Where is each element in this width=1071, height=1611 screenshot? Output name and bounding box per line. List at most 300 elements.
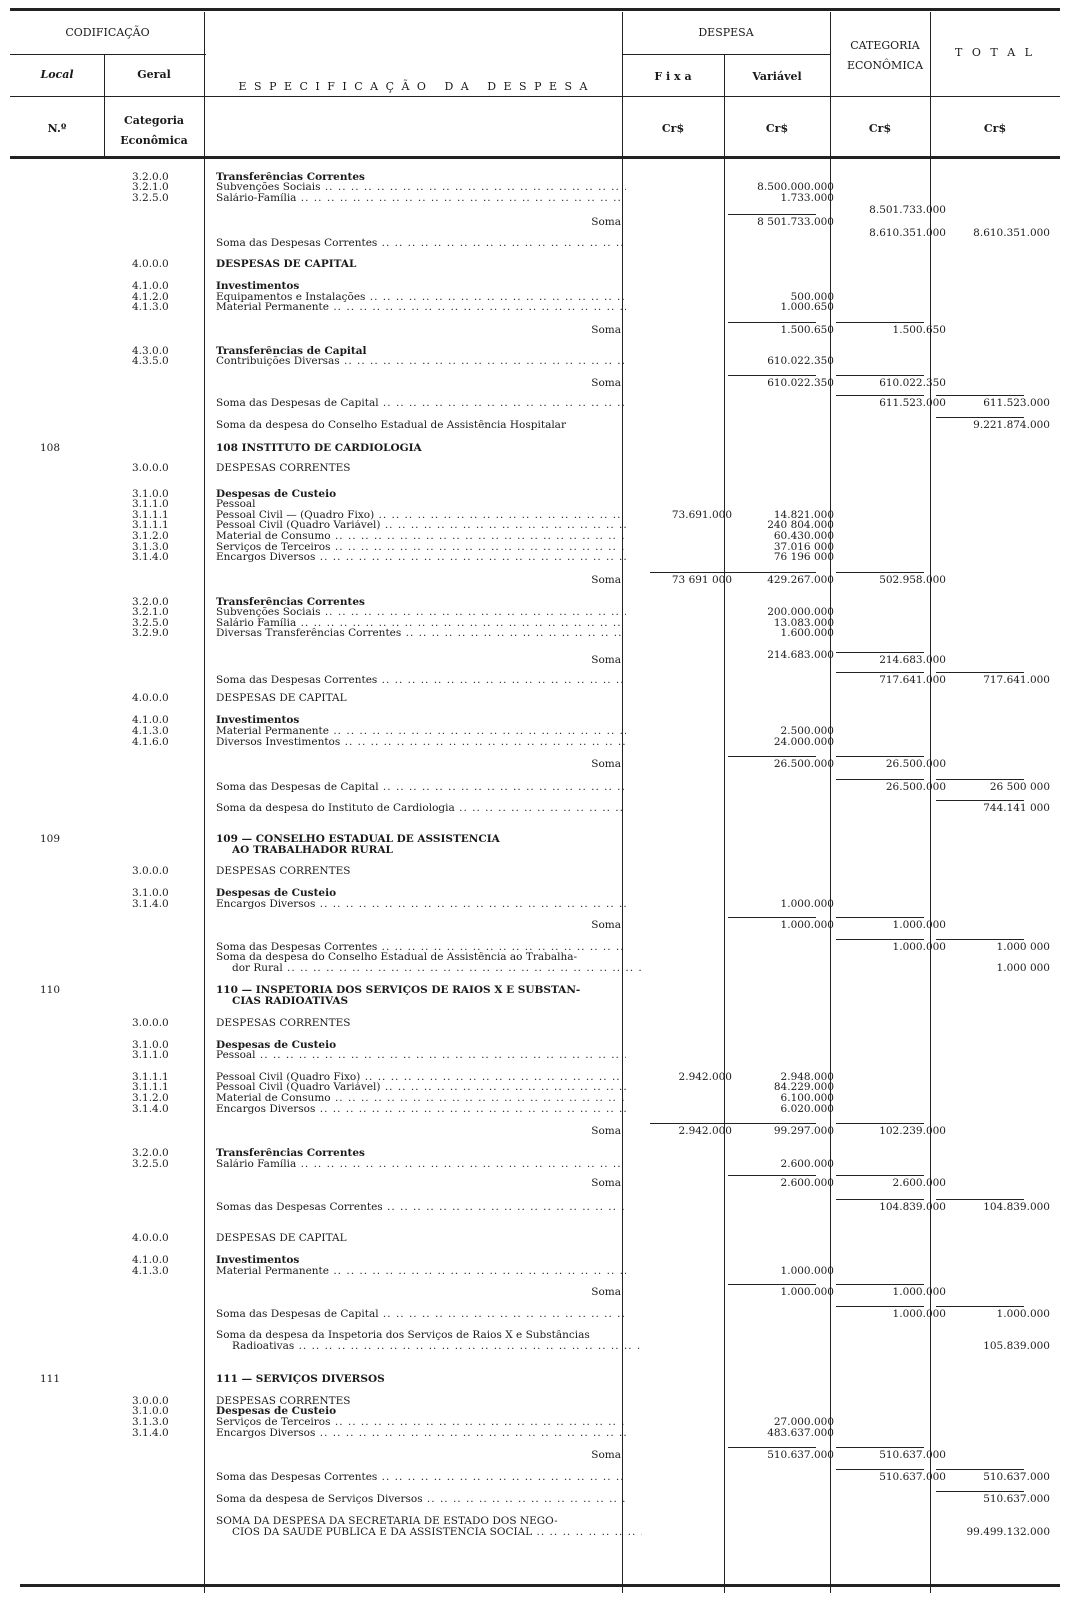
header-rule-3	[10, 96, 1060, 97]
sum-rule	[936, 1199, 1024, 1200]
table-row	[0, 1126, 1071, 1137]
variable-expense-value: 483.637.000	[767, 1427, 834, 1439]
expense-description: DESPESAS CORRENTES	[216, 866, 351, 877]
expense-description: Material de Consumo .. ..	[216, 1093, 626, 1104]
header-currency-var: Cr$	[765, 122, 789, 135]
expense-description: Soma	[591, 1126, 621, 1137]
total-value: 1.000 000	[996, 941, 1050, 953]
expense-description: Soma das Despesas de Capital .. ..	[216, 398, 626, 409]
economic-category-code: 4.1.0.0	[132, 714, 169, 726]
table-row	[0, 675, 1071, 686]
expense-description: Soma	[591, 920, 621, 931]
variable-expense-value: 8 501.733.000	[757, 216, 834, 228]
sum-rule	[836, 779, 924, 780]
table-row	[0, 443, 1071, 454]
economic-category-code: 3.1.1.1	[132, 1081, 169, 1093]
table-row	[0, 238, 1071, 249]
expense-description: 110 — INSPETORIA DOS SERVIÇOS DE RAIOS X E SUBSTÂN-	[216, 985, 581, 996]
category-value: 502.958.000	[879, 574, 946, 586]
local-number: 108	[40, 442, 61, 454]
sum-rule	[836, 652, 924, 653]
table-row	[0, 1309, 1071, 1320]
table-row	[0, 866, 1071, 877]
variable-expense-value: 14.821.000	[773, 509, 834, 521]
category-value: 1.000.000	[892, 1308, 946, 1320]
table-row	[0, 899, 1071, 910]
table-row	[0, 803, 1071, 814]
fixed-expense-value: 2.942.000	[678, 1125, 732, 1137]
table-row	[0, 737, 1071, 748]
total-value: 26 500 000	[989, 781, 1050, 793]
sum-rule	[836, 1469, 924, 1470]
category-value: 1.500.650	[892, 324, 946, 336]
economic-category-code: 3.1.2.0	[132, 1092, 169, 1104]
variable-expense-value: 60.430.000	[773, 530, 834, 542]
sum-rule	[728, 322, 816, 323]
sum-rule	[936, 1306, 1024, 1307]
economic-category-code: 3.1.4.0	[132, 898, 169, 910]
header-despesa: DESPESA	[698, 26, 754, 39]
sum-rule	[836, 672, 924, 673]
expense-description: Soma das Despesas de Capital .. ..	[216, 782, 626, 793]
variable-expense-value: 13.083.000	[773, 617, 834, 629]
expense-description: Encargos Diversos .. ..	[216, 552, 626, 563]
fixed-expense-value: 73 691 000	[671, 574, 732, 586]
expense-description: Salário Família .. ..	[216, 1159, 626, 1170]
expense-description: Soma	[591, 1450, 621, 1461]
expense-description: Salário-Família .. ..	[216, 193, 626, 204]
economic-category-code: 4.1.2.0	[132, 291, 169, 303]
category-value: 8.610.351.000	[869, 227, 946, 239]
fixed-expense-value: 73.691.000	[671, 509, 732, 521]
table-row	[0, 1050, 1071, 1061]
sum-rule	[836, 756, 924, 757]
category-value: 26.500.000	[885, 781, 946, 793]
header-codificacao: CODIFICAÇÃO	[65, 26, 150, 39]
economic-category-code: 4.1.3.0	[132, 725, 169, 737]
sum-rule	[728, 917, 816, 918]
header-bottom-rule	[10, 156, 1060, 159]
variable-expense-value: 510.637.000	[767, 1449, 834, 1461]
expense-description: DESPESAS DE CAPITAL	[216, 693, 347, 704]
variable-expense-value: 1.733.000	[780, 192, 834, 204]
expense-description: Soma das Despesas Correntes .. ..	[216, 1472, 626, 1483]
economic-category-code: 4.3.5.0	[132, 355, 169, 367]
economic-category-code: 3.2.1.0	[132, 181, 169, 193]
sum-rule	[836, 1199, 924, 1200]
economic-category-code: 4.1.6.0	[132, 736, 169, 748]
category-value: 1.000.000	[892, 919, 946, 931]
table-row	[0, 1287, 1071, 1298]
total-value: 744.141 000	[983, 802, 1050, 814]
header-variavel: Variável	[752, 70, 802, 83]
variable-expense-value: 6.020.000	[780, 1103, 834, 1115]
variable-expense-value: 2.600.000	[780, 1158, 834, 1170]
variable-expense-value: 2.600.000	[780, 1177, 834, 1189]
expense-description: Diversas Transferências Correntes .. ..	[216, 628, 626, 639]
table-row	[0, 1428, 1071, 1439]
expense-description: Soma da despesa de Serviços Diversos .. ..	[216, 1494, 626, 1505]
expense-description: Despesas de Custeio	[216, 888, 337, 899]
sum-rule	[936, 779, 1024, 780]
economic-category-code: 3.0.0.0	[132, 865, 169, 877]
expense-description: Pessoal Civil (Quadro Fixo) .. ..	[216, 1072, 626, 1083]
sum-rule	[836, 939, 924, 940]
economic-category-code: 3.0.0.0	[132, 1395, 169, 1407]
economic-category-code: 3.2.1.0	[132, 606, 169, 618]
header-rule-1	[10, 54, 206, 55]
header-fixa: F i x a	[654, 70, 692, 83]
expense-description: Material de Consumo .. ..	[216, 531, 626, 542]
sum-rule	[936, 800, 1024, 801]
table-row	[0, 420, 1071, 431]
table-row	[0, 259, 1071, 270]
expense-description: Despesas de Custeio	[216, 1406, 337, 1417]
variable-expense-value: 1.500.650	[780, 324, 834, 336]
category-value: 2.600.000	[892, 1177, 946, 1189]
expense-description: Subvenções Sociais .. ..	[216, 182, 626, 193]
total-value: 99.499.132.000	[966, 1526, 1050, 1538]
header-local: Local	[40, 68, 74, 81]
sum-rule	[936, 672, 1024, 673]
expense-description: Pessoal Civil — (Quadro Fixo) .. ..	[216, 510, 626, 521]
expense-description: dor Rural .. ..	[232, 963, 642, 974]
expense-description: DESPESAS CORRENTES	[216, 1396, 351, 1407]
table-row	[0, 1494, 1071, 1505]
total-value: 104.839.000	[983, 1201, 1050, 1213]
bottom-rule	[20, 1584, 1060, 1587]
table-row	[0, 398, 1071, 409]
variable-expense-value: 8.500.000.000	[757, 181, 834, 193]
expense-description: DESPESAS CORRENTES	[216, 1018, 351, 1029]
table-row	[0, 1202, 1071, 1213]
economic-category-code: 3.2.5.0	[132, 192, 169, 204]
variable-expense-value: 1.000.650	[780, 301, 834, 313]
category-value: 8.501.733.000	[869, 204, 946, 216]
expense-description: Pessoal .. ..	[216, 1050, 626, 1061]
sum-rule	[836, 395, 924, 396]
expense-description: Soma da despesa da Inspetoria dos Serviços de Raios X e Substâncias	[216, 1330, 590, 1341]
table-row	[0, 552, 1071, 563]
header-categoria-economica-col: CATEGORIA ECONÔMICA	[846, 39, 924, 72]
table-row	[0, 834, 1071, 845]
expense-description: Soma das Despesas Correntes .. ..	[216, 238, 626, 249]
sum-rule	[836, 572, 924, 573]
expense-description: Equipamentos e Instalações .. ..	[216, 292, 626, 303]
table-row	[0, 1104, 1071, 1115]
economic-category-code: 4.1.3.0	[132, 301, 169, 313]
economic-category-code: 3.2.0.0	[132, 1147, 169, 1159]
category-value: 611.523.000	[879, 397, 946, 409]
expense-description: 109 — CONSELHO ESTADUAL DE ASSISTÊNCIA	[216, 834, 500, 845]
total-value: 9.221.874.000	[973, 419, 1050, 431]
sum-rule	[936, 395, 1024, 396]
expense-description: Investimentos	[216, 715, 300, 726]
economic-category-code: 3.1.0.0	[132, 887, 169, 899]
category-value: 510.637.000	[879, 1471, 946, 1483]
expense-description: Soma	[591, 1178, 621, 1189]
expense-description: Soma	[591, 1287, 621, 1298]
variable-expense-value: 1.000.000	[780, 919, 834, 931]
expense-description: Soma	[591, 378, 621, 389]
expense-description: Diversos Investimentos .. ..	[216, 737, 626, 748]
sum-rule	[728, 1284, 816, 1285]
sum-rule	[836, 1306, 924, 1307]
economic-category-code: 3.1.4.0	[132, 1427, 169, 1439]
expense-description: Material Permanente .. ..	[216, 726, 626, 737]
table-row	[0, 985, 1071, 996]
table-row	[0, 1450, 1071, 1461]
variable-expense-value: 26.500.000	[773, 758, 834, 770]
sum-rule	[836, 1175, 924, 1176]
category-value: 1.000.000	[892, 1286, 946, 1298]
expense-description: Soma das Despesas Correntes .. ..	[216, 675, 626, 686]
table-row	[0, 693, 1071, 704]
table-row	[0, 1159, 1071, 1170]
table-row	[0, 356, 1071, 367]
sum-rule	[728, 214, 816, 215]
sum-rule	[836, 375, 924, 376]
total-value: 8.610.351.000	[973, 227, 1050, 239]
expense-description: 108 INSTITUTO DE CARDIOLOGIA	[216, 443, 422, 454]
table-row	[0, 1516, 1071, 1527]
header-total: T O T A L	[955, 46, 1035, 59]
sum-rule	[836, 1447, 924, 1448]
expense-description: SOMA DA DESPESA DA SECRETARIA DE ESTADO DOS NEGÓ-	[216, 1516, 558, 1527]
expense-description: Encargos Diversos .. ..	[216, 1428, 626, 1439]
table-row	[0, 302, 1071, 313]
expense-description: Investimentos	[216, 281, 300, 292]
expense-description: Soma das Despesas Correntes .. ..	[216, 942, 626, 953]
economic-category-code: 4.1.0.0	[132, 1254, 169, 1266]
economic-category-code: 3.1.1.1	[132, 519, 169, 531]
expense-description: DESPESAS DE CAPITAL	[216, 1233, 347, 1244]
expense-description: Soma	[591, 575, 621, 586]
table-row	[0, 1233, 1071, 1244]
header-currency-fixa: Cr$	[661, 122, 685, 135]
variable-expense-value: 84.229.000	[773, 1081, 834, 1093]
table-row	[0, 759, 1071, 770]
variable-expense-value: 76 196 000	[773, 551, 834, 563]
expense-description: Soma da despesa do Conselho Estadual de Assistência ao Trabalha-	[216, 952, 578, 963]
sum-rule	[728, 1123, 816, 1124]
table-row	[0, 782, 1071, 793]
sum-rule	[936, 417, 1024, 418]
variable-expense-value: 214.683.000	[767, 649, 834, 661]
sum-rule	[836, 917, 924, 918]
table-row	[0, 628, 1071, 639]
variable-expense-value: 1.000.000	[780, 1265, 834, 1277]
total-value: 105.839.000	[983, 1340, 1050, 1352]
expense-description: Material Permanente .. ..	[216, 302, 626, 313]
expense-description: Transferências Correntes	[216, 597, 365, 608]
expense-description: DESPESAS CORRENTES	[216, 463, 351, 474]
category-value: 104.839.000	[879, 1201, 946, 1213]
header-currency-total: Cr$	[983, 122, 1007, 135]
header-categoria-economica: Categoria Econômica	[120, 114, 188, 147]
variable-expense-value: 99.297.000	[773, 1125, 834, 1137]
table-row	[0, 193, 1071, 204]
variable-expense-value: 429.267.000	[767, 574, 834, 586]
variable-expense-value: 1.000.000	[780, 1286, 834, 1298]
economic-category-code: 3.1.4.0	[132, 551, 169, 563]
top-rule	[10, 8, 1060, 11]
table-row	[0, 1341, 1071, 1352]
header-especificacao: E S P E C I F I C A Ç Ã O D A D E S P E S A	[238, 80, 590, 93]
sum-rule	[936, 1491, 1024, 1492]
sum-rule	[728, 756, 816, 757]
header-rule-2	[623, 54, 831, 55]
sum-rule	[936, 939, 1024, 940]
total-value: 1.000 000	[996, 962, 1050, 974]
expense-description: Encargos Diversos .. ..	[216, 1104, 626, 1115]
sum-rule	[836, 1284, 924, 1285]
sum-rule	[728, 1175, 816, 1176]
header-currency-cat: Cr$	[868, 122, 892, 135]
expense-description: DESPESAS DE CAPITAL	[216, 259, 357, 270]
expense-description: AO TRABALHADOR RURAL	[232, 845, 393, 856]
variable-expense-value: 610.022.350	[767, 377, 834, 389]
category-value: 102.239.000	[879, 1125, 946, 1137]
table-row	[0, 1330, 1071, 1341]
table-row	[0, 845, 1071, 856]
expense-description: Soma	[591, 655, 621, 666]
economic-category-code: 4.0.0.0	[132, 692, 169, 704]
sum-rule	[836, 1123, 924, 1124]
local-number: 110	[40, 984, 61, 996]
table-row	[0, 205, 1071, 216]
table-row	[0, 1018, 1071, 1029]
expense-description: Transferências Correntes	[216, 172, 365, 183]
total-value: 510.637.000	[983, 1471, 1050, 1483]
economic-category-code: 3.2.0.0	[132, 596, 169, 608]
variable-expense-value: 24.000.000	[773, 736, 834, 748]
economic-category-code: 4.1.0.0	[132, 280, 169, 292]
expense-description: Despesas de Custeio	[216, 1040, 337, 1051]
economic-category-code: 3.1.3.0	[132, 541, 169, 553]
expense-description: Investimentos	[216, 1255, 300, 1266]
total-value: 611.523.000	[983, 397, 1050, 409]
economic-category-code: 4.0.0.0	[132, 1232, 169, 1244]
category-value: 717.641.000	[879, 674, 946, 686]
local-number: 109	[40, 833, 61, 845]
total-value: 717.641.000	[983, 674, 1050, 686]
variable-expense-value: 500.000	[790, 291, 834, 303]
expense-description: Somas das Despesas Correntes .. ..	[216, 1202, 626, 1213]
expense-description: Pessoal	[216, 499, 256, 510]
category-value: 214.683.000	[879, 654, 946, 666]
economic-category-code: 3.1.1.0	[132, 1049, 169, 1061]
table-row	[0, 575, 1071, 586]
sum-rule	[836, 322, 924, 323]
expense-description: Soma	[591, 217, 621, 228]
table-row	[0, 963, 1071, 974]
sum-rule	[728, 375, 816, 376]
table-row	[0, 463, 1071, 474]
category-value: 610.022.350	[879, 377, 946, 389]
total-value: 510.637.000	[983, 1493, 1050, 1505]
sum-rule	[728, 1447, 816, 1448]
table-row	[0, 1374, 1071, 1385]
sum-rule	[650, 1123, 738, 1124]
economic-category-code: 3.1.1.1	[132, 1071, 169, 1083]
economic-category-code: 3.2.5.0	[132, 1158, 169, 1170]
expense-description: CIAS RADIOATIVAS	[232, 996, 349, 1007]
fixed-expense-value: 2.942.000	[678, 1071, 732, 1083]
expense-description: Contribuições Diversas .. ..	[216, 356, 626, 367]
expense-description: Soma	[591, 325, 621, 336]
table-row	[0, 1266, 1071, 1277]
expense-description: Soma da despesa do Conselho Estadual de Assistência Hospitalar	[216, 420, 566, 431]
sum-rule	[728, 572, 816, 573]
economic-category-code: 3.0.0.0	[132, 1017, 169, 1029]
expense-description: Serviços de Terceiros .. ..	[216, 1417, 626, 1428]
economic-category-code: 3.2.9.0	[132, 627, 169, 639]
economic-category-code: 3.1.0.0	[132, 488, 169, 500]
variable-expense-value: 1.600.000	[780, 627, 834, 639]
header-geral: Geral	[137, 68, 171, 81]
economic-category-code: 3.0.0.0	[132, 462, 169, 474]
variable-expense-value: 2.948.000	[780, 1071, 834, 1083]
economic-category-code: 3.1.1.0	[132, 498, 169, 510]
economic-category-code: 3.1.1.1	[132, 509, 169, 521]
expense-description: Pessoal Civil (Quadro Variável) .. ..	[216, 520, 626, 531]
table-row	[0, 1527, 1071, 1538]
variable-expense-value: 610.022.350	[767, 355, 834, 367]
expense-description: 111 — SERVIÇOS DIVERSOS	[216, 1374, 385, 1385]
expense-description: Soma das Despesas de Capital .. ..	[216, 1309, 626, 1320]
total-value: 1.000.000	[996, 1308, 1050, 1320]
economic-category-code: 3.2.0.0	[132, 171, 169, 183]
table-row	[0, 1178, 1071, 1189]
variable-expense-value: 240 804.000	[767, 519, 834, 531]
table-row	[0, 952, 1071, 963]
header-numero: N.º	[47, 122, 67, 135]
economic-category-code: 3.1.3.0	[132, 1416, 169, 1428]
expense-description: Transferências Correntes	[216, 1148, 365, 1159]
variable-expense-value: 27.000.000	[773, 1416, 834, 1428]
economic-category-code: 3.1.4.0	[132, 1103, 169, 1115]
sum-rule	[650, 572, 738, 573]
local-number: 111	[40, 1373, 61, 1385]
sum-rule	[936, 1469, 1024, 1470]
economic-category-code: 3.1.0.0	[132, 1405, 169, 1417]
economic-category-code: 3.2.5.0	[132, 617, 169, 629]
category-value: 510.637.000	[879, 1449, 946, 1461]
variable-expense-value: 200.000.000	[767, 606, 834, 618]
variable-expense-value: 2.500.000	[780, 725, 834, 737]
economic-category-code: 4.0.0.0	[132, 258, 169, 270]
expense-description: Radioativas .. ..	[232, 1341, 642, 1352]
economic-category-code: 4.1.3.0	[132, 1265, 169, 1277]
expense-description: Material Permanente .. ..	[216, 1266, 626, 1277]
expense-description: Soma	[591, 759, 621, 770]
category-value: 26.500.000	[885, 758, 946, 770]
table-row	[0, 378, 1071, 389]
expense-description: Salário Família .. ..	[216, 618, 626, 629]
expense-description: Serviços de Terceiros .. ..	[216, 542, 626, 553]
economic-category-code: 3.1.0.0	[132, 1039, 169, 1051]
expense-description: CIOS DA SAÚDE PÚBLICA E DA ASSISTÊNCIA SOCIAL .. ..	[232, 1527, 642, 1538]
category-value: 1.000.000	[892, 941, 946, 953]
table-row	[0, 325, 1071, 336]
expense-description: Despesas de Custeio	[216, 489, 337, 500]
expense-description: Soma da despesa do Instituto de Cardiologia .. ..	[216, 803, 626, 814]
expense-description: Pessoal Civil (Quadro Variável) .. ..	[216, 1082, 626, 1093]
economic-category-code: 3.1.2.0	[132, 530, 169, 542]
expense-description: Encargos Diversos .. ..	[216, 899, 626, 910]
variable-expense-value: 37.016 000	[773, 541, 834, 553]
